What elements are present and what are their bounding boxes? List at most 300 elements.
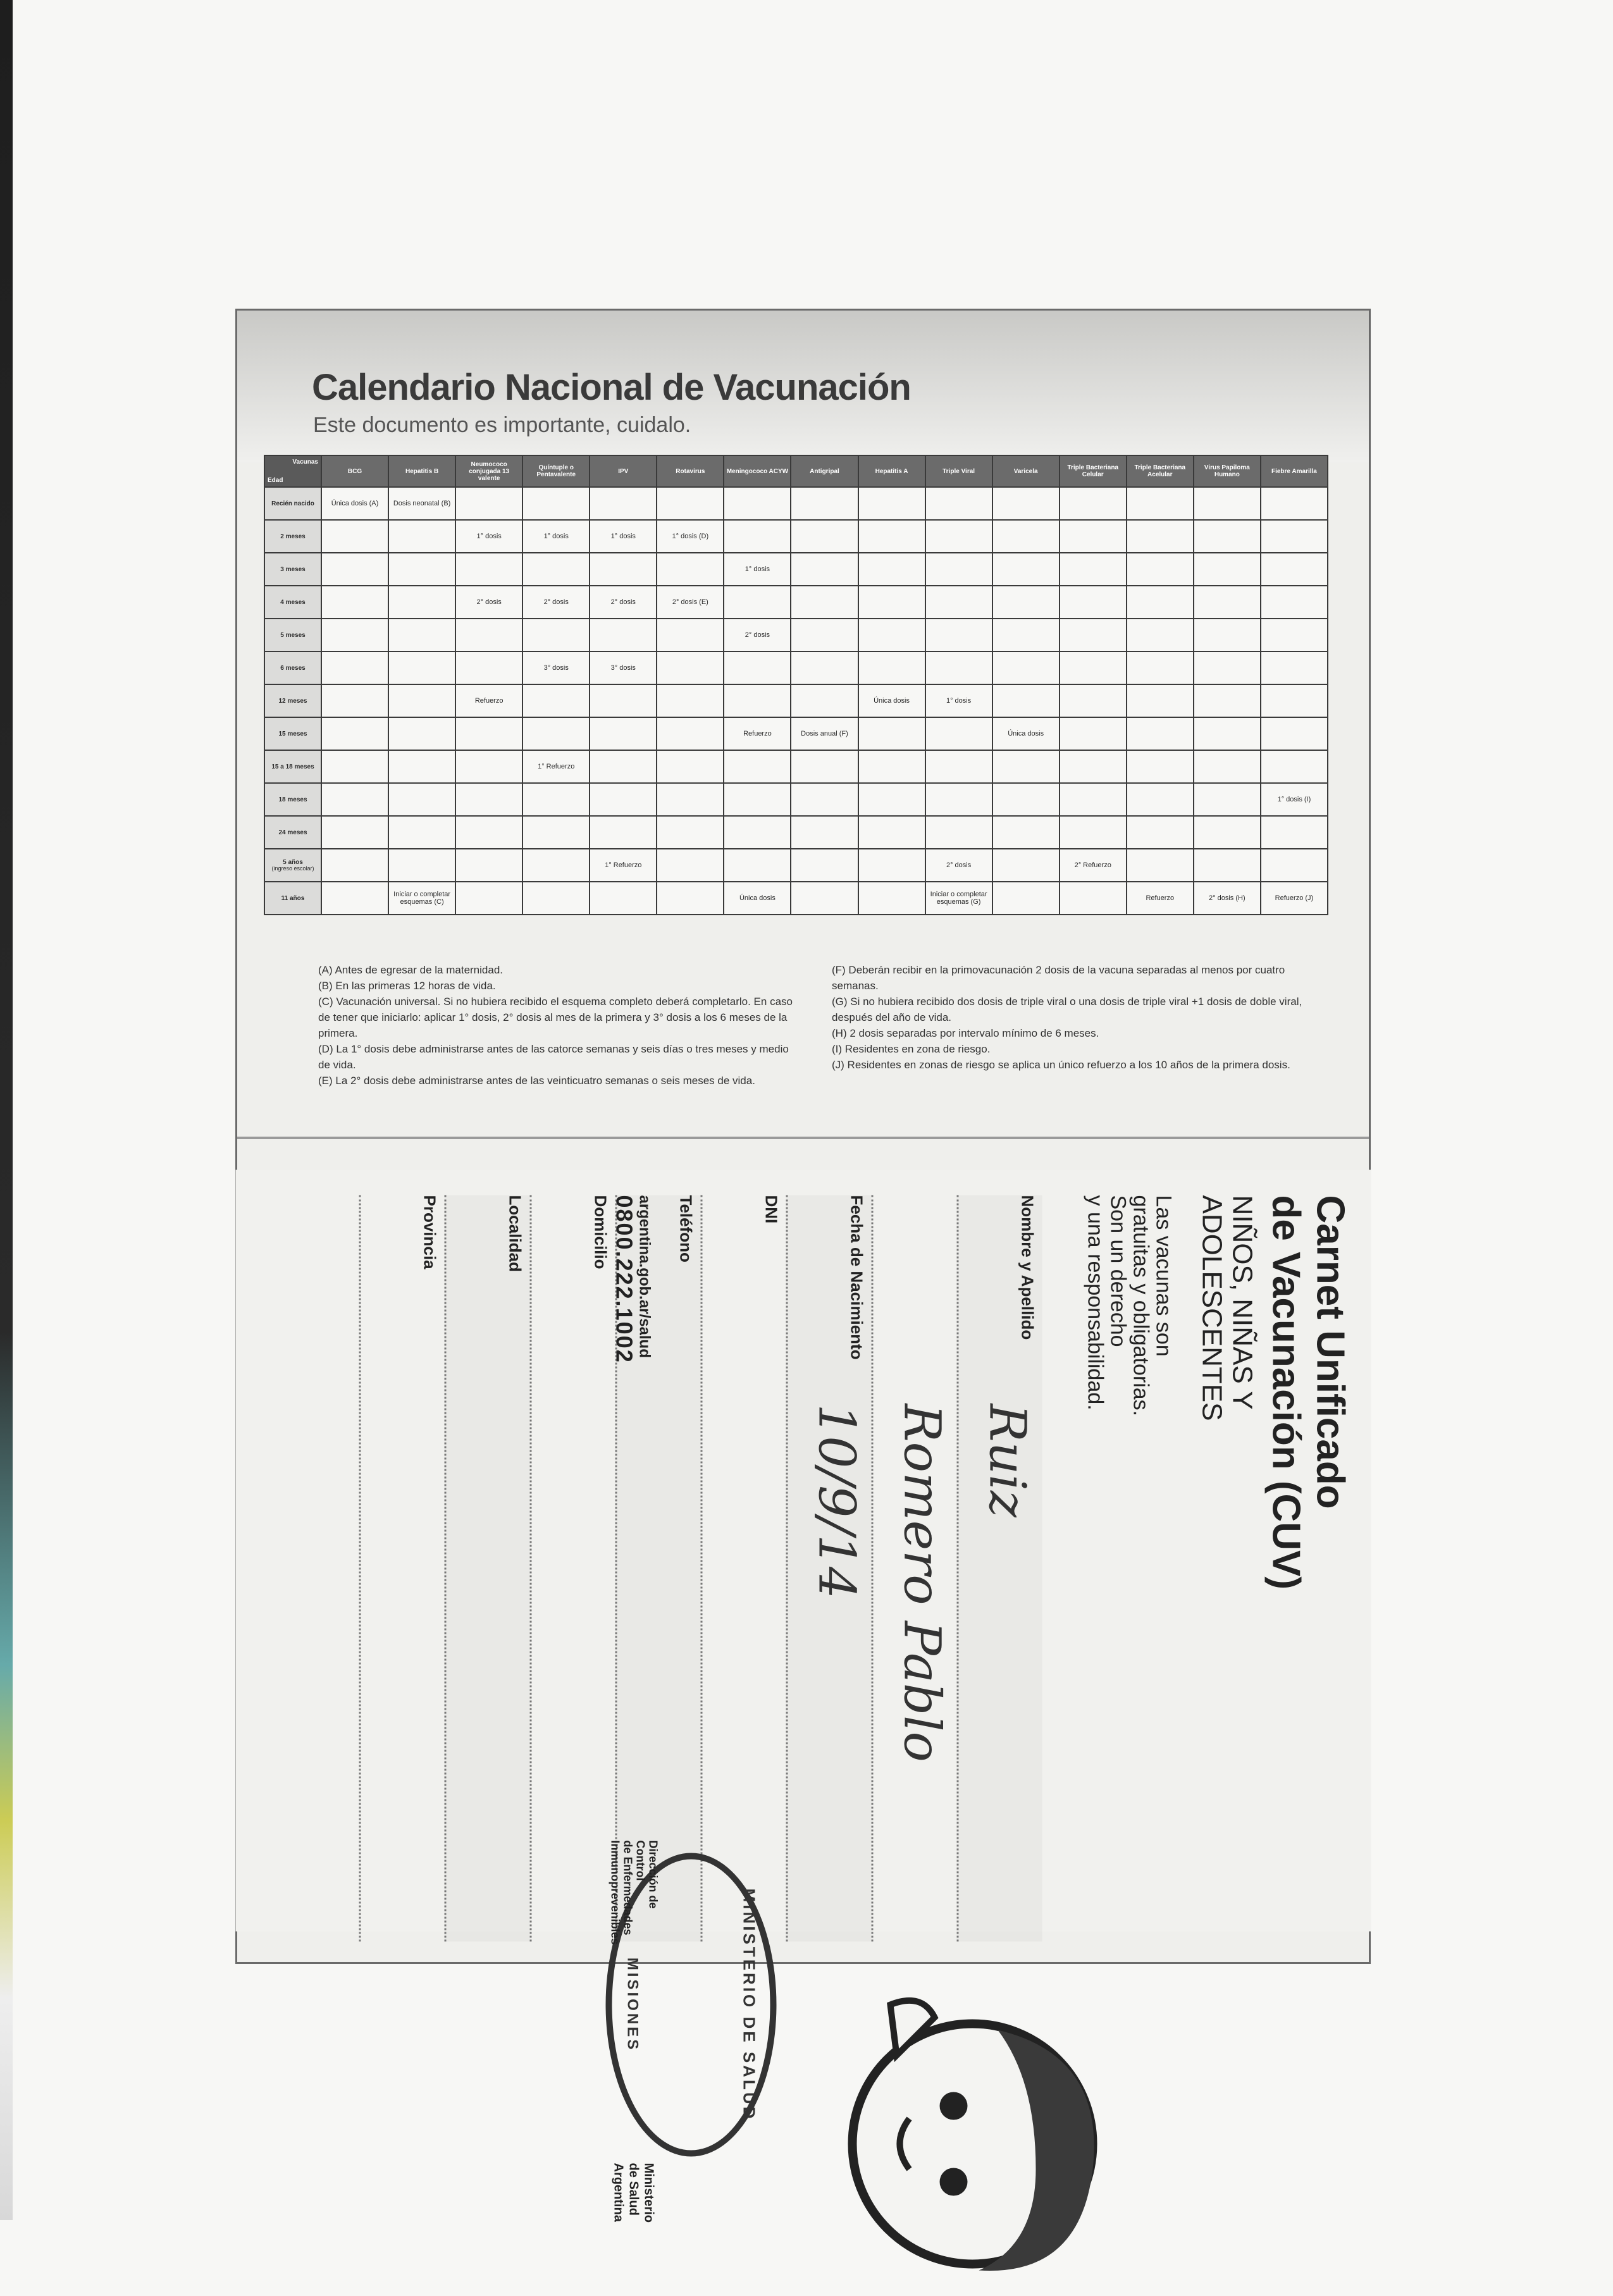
dose-cell: 1° Refuerzo	[522, 750, 590, 783]
dose-cell	[925, 750, 992, 783]
vaccine-header: Virus Papiloma Humano	[1194, 455, 1261, 487]
dose-cell	[791, 520, 858, 553]
dose-cell	[455, 783, 522, 816]
dose-cell	[925, 586, 992, 619]
dose-cell	[1060, 487, 1127, 520]
dose-cell	[992, 882, 1060, 915]
dose-cell	[388, 849, 455, 882]
dose-cell	[858, 651, 925, 684]
age-label: Recién nacido	[271, 500, 314, 507]
fold-line	[237, 1137, 1369, 1139]
dose-cell	[791, 553, 858, 586]
field-label: DNI	[762, 1195, 781, 1224]
dose-cell	[388, 520, 455, 553]
dose-cell	[1194, 816, 1261, 849]
footnote: (G) Si no hubiera recibido dos dosis de triple viral o una dosis de triple viral +1 dosis de doble viral, después del año de vida.	[832, 996, 1302, 1023]
dose-cell	[455, 816, 522, 849]
dose-cell: 3° dosis	[590, 651, 657, 684]
age-label: 6 meses	[280, 664, 306, 672]
dose-cell	[1261, 750, 1328, 783]
dose-cell: Refuerzo	[455, 684, 522, 717]
dose-cell	[724, 651, 791, 684]
dose-cell	[1127, 783, 1194, 816]
age-cell	[264, 717, 321, 750]
dose-cell: Única dosis	[992, 717, 1060, 750]
cover-tagline	[1084, 1195, 1175, 1417]
dose-cell	[455, 717, 522, 750]
dose-cell	[1060, 651, 1127, 684]
table-row	[264, 651, 1328, 684]
dose-cell	[925, 816, 992, 849]
dose-cell	[455, 882, 522, 915]
field-label: Nombre y Apellido	[1018, 1195, 1037, 1340]
dose-cell	[522, 487, 590, 520]
dose-cell	[724, 586, 791, 619]
dose-cell	[1060, 520, 1127, 553]
vaccination-card	[235, 309, 1371, 2223]
footnote: (J) Residentes en zonas de riesgo se aplica un único refuerzo a los 10 años de la primera dosis.	[832, 1059, 1290, 1071]
dose-cell	[1127, 816, 1194, 849]
cover-subtitle	[1196, 1195, 1257, 1421]
dose-cell	[724, 684, 791, 717]
age-label: 12 meses	[278, 697, 307, 705]
dose-cell	[925, 783, 992, 816]
cover-title	[1263, 1195, 1352, 1590]
vaccine-header: Quíntuple o Pentavalente	[522, 455, 590, 487]
field-label: Fecha de Nacimiento	[847, 1195, 866, 1360]
dose-cell	[1060, 619, 1127, 651]
dose-cell: 2° dosis	[925, 849, 992, 882]
vaccine-header: IPV	[590, 455, 657, 487]
vaccine-header: Triple Bacteriana Celular	[1060, 455, 1127, 487]
dose-cell	[657, 717, 724, 750]
dose-cell	[1261, 684, 1328, 717]
dose-cell: Refuerzo (J)	[1261, 882, 1328, 915]
ministry-line2: Argentina	[611, 2163, 625, 2222]
dose-cell	[590, 553, 657, 586]
footnote: (H) 2 dosis separadas por intervalo mínimo de 6 meses.	[832, 1027, 1099, 1039]
dose-cell	[522, 816, 590, 849]
vaccine-header: Antigripal	[791, 455, 858, 487]
handwritten-value: Ruiz	[978, 1404, 1037, 1517]
dose-cell	[791, 619, 858, 651]
dose-cell: 1° dosis (I)	[1261, 783, 1328, 816]
dose-cell	[1194, 684, 1261, 717]
dose-cell	[1261, 619, 1328, 651]
field-label: Provincia	[420, 1195, 439, 1269]
form-field	[359, 1195, 444, 1942]
table-row	[264, 553, 1328, 586]
dose-cell	[1194, 750, 1261, 783]
handwritten-value: 10/9/14	[807, 1404, 866, 1599]
dose-cell	[992, 586, 1060, 619]
dose-cell	[858, 882, 925, 915]
dose-cell	[992, 651, 1060, 684]
footnote: (C) Vacunación universal. Si no hubiera recibido el esquema completo deberá completarlo. En caso de tener que iniciarlo: aplicar 1° dosis, 2° dosis al mes de la primera y 3° dosis a los 6 meses de la primera.	[318, 996, 793, 1039]
dose-cell: 2° dosis (E)	[657, 586, 724, 619]
age-cell	[264, 750, 321, 783]
vaccine-header: Triple Bacteriana Acelular	[1127, 455, 1194, 487]
table-row	[264, 783, 1328, 816]
dose-cell	[1194, 849, 1261, 882]
form-field	[786, 1195, 871, 1942]
age-label: 11 años	[281, 894, 305, 902]
age-sublabel: (ingreso escolar)	[271, 865, 314, 872]
corner-header	[264, 455, 321, 487]
dose-cell	[925, 553, 992, 586]
dose-cell	[1127, 487, 1194, 520]
table-row	[264, 684, 1328, 717]
dose-cell	[455, 849, 522, 882]
dose-cell	[321, 651, 388, 684]
dose-cell	[321, 849, 388, 882]
child-illustration	[833, 1980, 1162, 2296]
age-label: 15 a 18 meses	[271, 763, 314, 770]
dose-cell	[992, 750, 1060, 783]
dose-cell	[388, 619, 455, 651]
table-row	[264, 849, 1328, 882]
dose-cell	[1127, 684, 1194, 717]
phone-number: 0800.222.1002	[611, 1195, 637, 1364]
dose-cell	[925, 487, 992, 520]
dose-cell: 1° dosis	[590, 520, 657, 553]
form-field	[700, 1195, 786, 1942]
dose-cell	[455, 619, 522, 651]
dose-cell	[858, 487, 925, 520]
dose-cell	[791, 849, 858, 882]
dose-cell	[925, 520, 992, 553]
dose-cell	[522, 553, 590, 586]
dose-cell	[657, 882, 724, 915]
dose-cell	[321, 750, 388, 783]
dose-cell	[321, 520, 388, 553]
dose-cell: 1° Refuerzo	[590, 849, 657, 882]
dose-cell	[1127, 520, 1194, 553]
dose-cell: 2° Refuerzo	[1060, 849, 1127, 882]
footnote: (E) La 2° dosis debe administrarse antes de las veinticuatro semanas o seis meses de vida.	[318, 1075, 755, 1087]
age-cell	[264, 684, 321, 717]
dose-cell	[590, 619, 657, 651]
form-field	[871, 1195, 956, 1942]
age-cell	[264, 487, 321, 520]
dose-cell	[858, 750, 925, 783]
dose-cell	[858, 783, 925, 816]
dose-cell: 2° dosis	[724, 619, 791, 651]
dose-cell	[791, 783, 858, 816]
dose-cell: Única dosis	[858, 684, 925, 717]
dose-cell	[1060, 553, 1127, 586]
dose-cell	[657, 849, 724, 882]
stamp-bottom-text: MISIONES	[624, 1957, 641, 2052]
dose-cell: 2° dosis (H)	[1194, 882, 1261, 915]
vaccine-header: Varicela	[992, 455, 1060, 487]
dose-cell	[657, 487, 724, 520]
table-row	[264, 750, 1328, 783]
dose-cell	[992, 816, 1060, 849]
footnote: (A) Antes de egresar de la maternidad.	[318, 964, 503, 976]
corner-vacunas: Vacunas	[292, 459, 318, 466]
dose-cell	[992, 619, 1060, 651]
dose-cell	[992, 487, 1060, 520]
age-cell	[264, 816, 321, 849]
dose-cell	[1261, 553, 1328, 586]
dose-cell: Dosis neonatal (B)	[388, 487, 455, 520]
dose-cell	[321, 717, 388, 750]
table-row	[264, 586, 1328, 619]
form-field	[529, 1195, 615, 1942]
dose-cell	[590, 882, 657, 915]
footnote: (D) La 1° dosis debe administrarse antes de las catorce semanas y seis días o tres meses y medio de vida.	[318, 1043, 789, 1071]
dose-cell: 2° dosis	[455, 586, 522, 619]
dose-cell	[455, 651, 522, 684]
tagline-3: Son un derecho	[1106, 1195, 1130, 1347]
scanner-edge	[0, 0, 13, 2220]
dose-cell	[388, 783, 455, 816]
cover-title-line1: Carnet Unificado	[1308, 1195, 1352, 1509]
dose-cell	[791, 882, 858, 915]
corner-edad: Edad	[268, 477, 283, 484]
dose-cell: Iniciar o completar esquemas (C)	[388, 882, 455, 915]
footnote: (F) Deberán recibir en la primovacunación 2 dosis de la vacuna separadas al menos por cuatro semanas.	[832, 964, 1285, 992]
dose-cell	[724, 783, 791, 816]
dose-cell	[1194, 717, 1261, 750]
dose-cell	[858, 520, 925, 553]
age-label: 3 meses	[280, 565, 306, 573]
dose-cell	[321, 783, 388, 816]
dose-cell	[1194, 553, 1261, 586]
dose-cell	[1060, 783, 1127, 816]
stamp-top-text: MINISTERIO DE SALUD	[739, 1888, 758, 2121]
dose-cell	[858, 586, 925, 619]
ministry-line1: Ministerio de Salud	[626, 2163, 655, 2223]
dose-cell	[791, 487, 858, 520]
ministry-logo-text	[610, 2163, 656, 2223]
tagline-1: Las vacunas son	[1151, 1195, 1175, 1357]
table-header-row	[264, 455, 1328, 487]
dose-cell: 1° dosis	[522, 520, 590, 553]
dose-cell	[791, 651, 858, 684]
dose-cell	[657, 750, 724, 783]
dose-cell	[522, 619, 590, 651]
dose-cell	[321, 684, 388, 717]
direction-line1: Dirección de Control	[634, 1840, 659, 1909]
age-cell	[264, 619, 321, 651]
dose-cell: 1° dosis	[925, 684, 992, 717]
dose-cell	[724, 816, 791, 849]
age-cell	[264, 651, 321, 684]
dose-cell	[388, 651, 455, 684]
age-label: 24 meses	[278, 829, 307, 836]
vaccination-schedule-table	[264, 455, 1328, 915]
dose-cell	[992, 553, 1060, 586]
dose-cell: Refuerzo	[724, 717, 791, 750]
dose-cell	[858, 553, 925, 586]
dose-cell	[1261, 520, 1328, 553]
vaccine-header: Rotavirus	[657, 455, 724, 487]
table-row	[264, 882, 1328, 915]
cover-title-line2: de Vacunación (CUV)	[1264, 1195, 1307, 1590]
dose-cell	[388, 586, 455, 619]
footnotes-left	[318, 962, 799, 1089]
dose-cell	[1194, 487, 1261, 520]
direction-line3: Inmunoprevenibles	[609, 1840, 621, 1945]
dose-cell	[1261, 849, 1328, 882]
dose-cell	[1060, 684, 1127, 717]
dose-cell	[992, 783, 1060, 816]
dose-cell	[388, 684, 455, 717]
age-cell	[264, 783, 321, 816]
dose-cell	[724, 520, 791, 553]
dose-cell: Refuerzo	[1127, 882, 1194, 915]
form-field	[956, 1195, 1042, 1942]
dose-cell	[791, 586, 858, 619]
age-label: 4 meses	[280, 598, 306, 606]
vaccine-header: Fiebre Amarilla	[1261, 455, 1328, 487]
dose-cell	[657, 651, 724, 684]
dose-cell	[1127, 619, 1194, 651]
dose-cell	[1194, 586, 1261, 619]
field-label: Localidad	[505, 1195, 524, 1272]
dose-cell	[657, 619, 724, 651]
dose-cell	[590, 750, 657, 783]
table-row	[264, 717, 1328, 750]
table-row	[264, 619, 1328, 651]
dose-cell	[724, 750, 791, 783]
dose-cell: Dosis anual (F)	[791, 717, 858, 750]
dose-cell	[858, 816, 925, 849]
dose-cell	[791, 684, 858, 717]
dose-cell	[1261, 717, 1328, 750]
dose-cell	[321, 619, 388, 651]
dose-cell	[1127, 586, 1194, 619]
dose-cell	[590, 717, 657, 750]
dose-cell: Única dosis	[724, 882, 791, 915]
tagline-4: y una responsabilidad.	[1083, 1195, 1107, 1410]
dose-cell	[992, 849, 1060, 882]
vaccine-header: Hepatitis B	[388, 455, 455, 487]
direction-line2: de Enfermedades	[621, 1840, 634, 1935]
dose-cell	[1127, 750, 1194, 783]
dose-cell	[1194, 651, 1261, 684]
age-cell	[264, 882, 321, 915]
age-cell	[264, 520, 321, 553]
age-cell	[264, 586, 321, 619]
age-label: 5 meses	[280, 631, 306, 639]
dose-cell: 2° dosis	[590, 586, 657, 619]
dose-cell	[388, 816, 455, 849]
dose-cell	[321, 553, 388, 586]
age-label: 2 meses	[280, 533, 306, 540]
dose-cell	[1060, 816, 1127, 849]
dose-cell	[925, 651, 992, 684]
dose-cell	[1060, 750, 1127, 783]
vaccine-header: BCG	[321, 455, 388, 487]
field-label: Domicilio	[591, 1195, 610, 1269]
website-url: argentina.gob.ar/salud	[636, 1195, 653, 1358]
direction-label	[609, 1841, 659, 1945]
dose-cell	[522, 849, 590, 882]
dose-cell: 1° dosis (D)	[657, 520, 724, 553]
dose-cell: Iniciar o completar esquemas (G)	[925, 882, 992, 915]
dose-cell	[1060, 717, 1127, 750]
card-cover	[235, 1170, 1371, 2223]
table-row	[264, 816, 1328, 849]
dose-cell	[992, 520, 1060, 553]
dose-cell: Única dosis (A)	[321, 487, 388, 520]
dose-cell	[1194, 619, 1261, 651]
dose-cell	[388, 717, 455, 750]
table-row	[264, 487, 1328, 520]
dose-cell	[657, 783, 724, 816]
age-label: 15 meses	[278, 730, 307, 738]
dose-cell	[522, 783, 590, 816]
footnote: (I) Residentes en zona de riesgo.	[832, 1043, 991, 1055]
dose-cell	[657, 684, 724, 717]
dose-cell	[522, 717, 590, 750]
calendar-subtitle: Este documento es importante, cuidalo.	[313, 413, 691, 437]
handwritten-value: Romero Pablo	[893, 1404, 951, 1762]
dose-cell	[1194, 783, 1261, 816]
dose-cell: 1° dosis	[724, 553, 791, 586]
dose-cell	[1261, 651, 1328, 684]
dose-cell	[791, 816, 858, 849]
tagline-2: gratuitas y obligatorias.	[1128, 1195, 1153, 1417]
vaccine-header: Hepatitis A	[858, 455, 925, 487]
dose-cell	[724, 849, 791, 882]
dose-cell	[1060, 586, 1127, 619]
dose-cell	[858, 619, 925, 651]
dose-cell	[657, 553, 724, 586]
dose-cell	[590, 783, 657, 816]
cover-subtitle-line1: NIÑOS, NIÑAS Y	[1227, 1195, 1258, 1410]
dose-cell	[321, 882, 388, 915]
dose-cell	[590, 684, 657, 717]
form-field	[444, 1195, 529, 1942]
calendar-title: Calendario Nacional de Vacunación	[312, 367, 911, 408]
dose-cell	[858, 717, 925, 750]
dose-cell	[1194, 520, 1261, 553]
dose-cell	[1261, 487, 1328, 520]
age-label: 5 años	[283, 858, 303, 866]
dose-cell	[321, 816, 388, 849]
dose-cell	[791, 750, 858, 783]
dose-cell	[925, 619, 992, 651]
dose-cell	[590, 816, 657, 849]
footnote: (B) En las primeras 12 horas de vida.	[318, 980, 496, 992]
dose-cell	[1060, 882, 1127, 915]
dose-cell	[455, 750, 522, 783]
table-row	[264, 520, 1328, 553]
dose-cell	[1261, 586, 1328, 619]
age-cell	[264, 849, 321, 882]
field-label: Teléfono	[676, 1195, 695, 1262]
dose-cell	[858, 849, 925, 882]
age-cell	[264, 553, 321, 586]
dose-cell	[1127, 651, 1194, 684]
dose-cell	[992, 684, 1060, 717]
dose-cell	[1127, 717, 1194, 750]
dose-cell	[455, 553, 522, 586]
dose-cell	[522, 684, 590, 717]
dose-cell	[1127, 849, 1194, 882]
dose-cell: 3° dosis	[522, 651, 590, 684]
table-body	[264, 487, 1328, 915]
personal-data-fields	[359, 1195, 1042, 1942]
dose-cell	[1261, 816, 1328, 849]
dose-cell	[388, 553, 455, 586]
dose-cell	[455, 487, 522, 520]
age-label: 18 meses	[278, 796, 307, 803]
